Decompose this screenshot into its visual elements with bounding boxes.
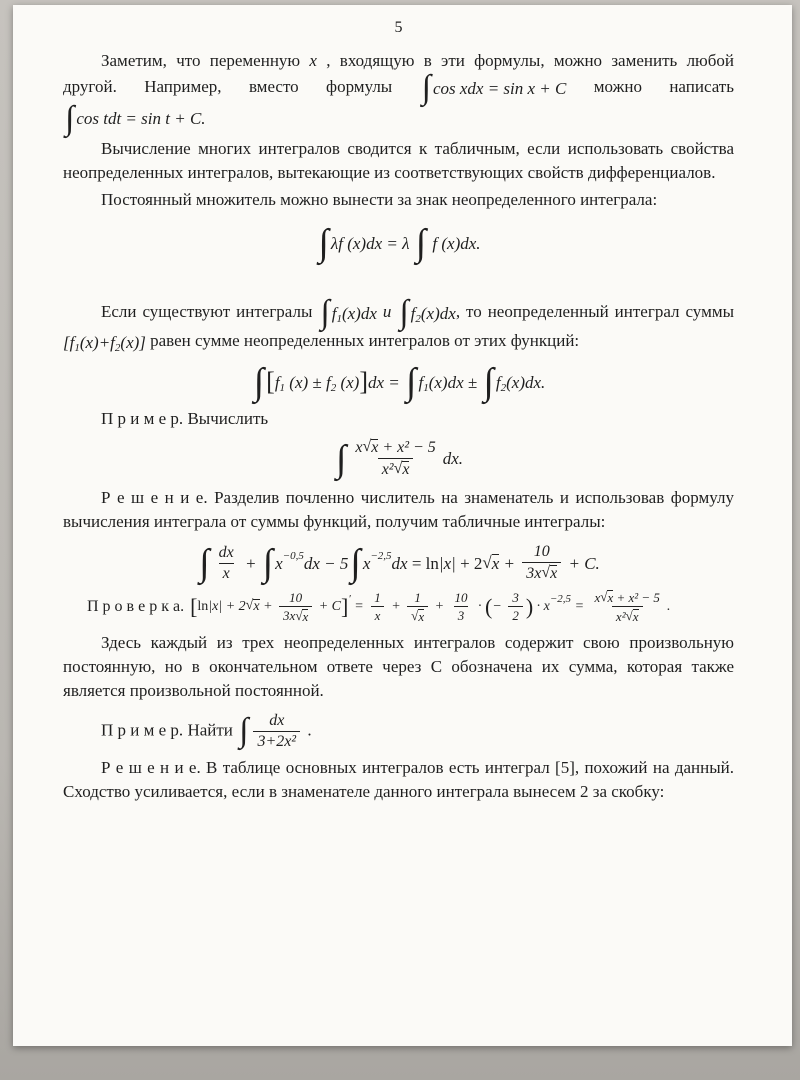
- integral-sign: ∫: [350, 542, 361, 585]
- fraction-numerator: [351, 439, 439, 458]
- radicand: x: [607, 590, 614, 606]
- radicand: x: [491, 554, 500, 574]
- fraction-denominator: 3: [454, 606, 469, 622]
- math-text: x: [362, 553, 371, 573]
- formula-solution1: [63, 542, 734, 585]
- math-superscript: −0,5: [282, 549, 304, 562]
- paragraph-example2-heading: [63, 713, 734, 750]
- math-text: =: [350, 598, 368, 614]
- math-bracket: [: [190, 593, 198, 619]
- sqrt-radical: [295, 609, 308, 623]
- math-text: f: [331, 304, 337, 324]
- integral-sign: ∫: [406, 360, 417, 403]
- math-text: dx =: [368, 372, 405, 392]
- sqrt-radical: [482, 554, 499, 572]
- math-text: x: [355, 438, 363, 456]
- paragraph-example1-heading: [63, 407, 734, 431]
- math-subscript: 1: [336, 313, 342, 326]
- text-run: Если существуют интегралы: [101, 302, 319, 322]
- fraction-numerator: 1: [374, 590, 381, 606]
- paragraph-constant-factor: Постоянный множитель можно вынести за знак неопределенного интеграла:: [101, 190, 658, 210]
- math-text: x²: [381, 460, 394, 478]
- math-text-upright: = ln: [411, 553, 439, 573]
- math-text: |x|: [438, 553, 461, 573]
- math-text: [f: [63, 332, 75, 352]
- fraction-denominator: [378, 458, 414, 478]
- radical-sign: √: [362, 438, 372, 456]
- paragraph-table-reduction: Вычисление многих интегралов сводится к табличным, если использовать свойства неопределенных интегралов, вытекающие из соответствующих свойств дифференциалов.: [63, 139, 734, 183]
- fraction: [370, 591, 385, 622]
- math-text: λf (x)dx = λ: [330, 233, 414, 253]
- radical-sign: √: [295, 607, 303, 623]
- sqrt-radical: [626, 609, 639, 623]
- integral-sign: ∫: [483, 360, 494, 403]
- math-text: x²: [615, 608, 626, 624]
- math-text: x: [275, 553, 283, 573]
- fraction: [215, 545, 238, 582]
- math-text: (x)dx: [420, 304, 456, 324]
- formula-example1: [63, 439, 734, 478]
- sqrt-radical: [541, 565, 557, 582]
- sqrt-radical: [394, 461, 410, 478]
- text-run: , входящую в эти формулы, можно заменить любой другой. Например, вместо формулы: [63, 51, 734, 97]
- math-bracket: ]: [341, 593, 349, 619]
- formula-constant-factor-rule: [63, 222, 734, 265]
- fraction-numerator: 1: [414, 589, 421, 605]
- math-text: cos xdx = sin x + C: [432, 78, 567, 98]
- fraction: [451, 591, 472, 622]
- math-text: · x: [533, 598, 550, 614]
- math-text: (x)dx.: [506, 372, 546, 392]
- math-superscript: −2,5: [549, 593, 572, 606]
- fraction-denominator: 2: [508, 606, 523, 622]
- math-subscript: 1: [279, 381, 286, 394]
- fraction-numerator: dx: [269, 712, 285, 730]
- fraction: [351, 439, 439, 478]
- radicand: x: [253, 599, 260, 615]
- radical-sign: √: [625, 608, 633, 624]
- integral-sign: ∫: [421, 69, 431, 106]
- formula-sum-rule: [63, 360, 734, 403]
- formula-integral-cos-x: [420, 69, 567, 106]
- fraction-denominator: [612, 606, 643, 623]
- math-text: f: [495, 372, 501, 392]
- fraction-denominator: x: [371, 606, 385, 622]
- formula-integral-f1: [318, 294, 377, 332]
- formula-sum-bracket: [63, 332, 146, 354]
- math-text: f (x)dx.: [428, 233, 481, 253]
- math-text: .: [666, 598, 671, 614]
- radical-sign: √: [541, 564, 551, 582]
- integral-sign: ∫: [415, 222, 427, 265]
- math-text: +: [240, 553, 261, 573]
- fraction: [591, 590, 664, 623]
- integral-sign: ∫: [320, 294, 330, 332]
- fraction-denominator: [279, 606, 312, 623]
- radicand: x: [371, 439, 379, 457]
- integral-sign: ∫: [239, 712, 249, 750]
- paragraph-variable-substitution: [63, 49, 734, 137]
- sqrt-radical: [600, 590, 613, 604]
- text-run: .: [303, 720, 312, 740]
- math-text: +: [387, 598, 405, 614]
- math-variable-x: x: [309, 51, 317, 70]
- sqrt-radical: [362, 439, 378, 456]
- math-subscript: 1: [74, 341, 80, 354]
- math-text: + x² − 5: [613, 589, 660, 605]
- paragraph-constant-note: Здесь каждый из трех неопределенных интегралов содержит свою произвольную постоянную, но в окончательном ответе через C обозначена их сумма, которая также является произвольной постоянной.: [63, 633, 734, 701]
- math-subscript: 2: [500, 381, 507, 394]
- math-text: (x)+f: [79, 332, 115, 352]
- text-run: Найти: [183, 720, 238, 740]
- math-text: (x)]: [120, 332, 146, 352]
- math-subscript: 2: [415, 313, 421, 326]
- paragraph-solution1: Р е ш е н и е. Разделив почленно числитель на знаменатель и использовав формулу вычисления интеграла от суммы функций, получим табличные интегралы:: [63, 488, 734, 532]
- math-text-upright: ln: [197, 598, 209, 614]
- integral-sign: ∫: [199, 542, 210, 585]
- fraction-numerator: 10: [533, 543, 550, 561]
- math-text: (x)dx: [341, 304, 377, 324]
- book-page: [13, 5, 792, 1046]
- integral-sign: ∫: [253, 360, 265, 403]
- integral-sign: ∫: [399, 294, 409, 332]
- math-text: ·: [474, 598, 486, 614]
- math-text: −: [492, 598, 506, 614]
- math-subscript: 2: [330, 381, 337, 394]
- radicand: x: [632, 609, 639, 625]
- math-text: f: [410, 304, 416, 324]
- math-bracket: (: [485, 593, 493, 619]
- radical-sign: √: [245, 598, 254, 614]
- text-run: , то неопределенный интеграл суммы: [455, 302, 735, 322]
- math-text: + x² − 5: [378, 438, 436, 456]
- text-run: равен сумме неопределенных интегралов от этих функций:: [145, 330, 580, 350]
- text-run: можно написать: [566, 77, 734, 97]
- sqrt-radical: [411, 609, 424, 623]
- math-text: (x) ± f: [285, 372, 331, 392]
- math-text: (x): [336, 372, 360, 392]
- fraction-numerator: 10: [454, 590, 468, 606]
- text-run-and: и: [376, 302, 398, 322]
- math-text-upright: + 2: [460, 553, 483, 573]
- integral-sign: ∫: [65, 99, 75, 137]
- radicand: x: [418, 608, 425, 624]
- radicand: x: [302, 608, 309, 624]
- math-text: dx − 5: [303, 553, 349, 573]
- math-text: 3x: [526, 564, 542, 582]
- paragraph-sum-rule: [63, 294, 735, 354]
- text-run: Заметим, что переменную: [101, 51, 310, 70]
- math-text: x: [594, 589, 601, 605]
- paragraph-solution2: Р е ш е н и е. В таблице основных интегралов есть интеграл [5], похожий на данный. Сходство усиливается, если в знаменателе данного интеграла вынесем 2 за скобку:: [63, 758, 734, 802]
- math-text: + C.: [564, 553, 600, 573]
- fraction-denominator: [522, 562, 561, 582]
- math-superscript: ′: [348, 593, 351, 606]
- math-text: f: [274, 372, 280, 392]
- math-bracket: ): [525, 593, 534, 619]
- fraction-numerator: [591, 590, 664, 606]
- example-label: П р и м е р.: [101, 409, 184, 429]
- integral-sign: ∫: [318, 222, 329, 265]
- fraction: [407, 591, 428, 623]
- math-bracket: [: [266, 367, 275, 397]
- math-text: |x| + 2: [208, 598, 246, 614]
- integral-sign: ∫: [335, 437, 347, 480]
- formula-integral-f2: [397, 294, 456, 332]
- example-label: П р и м е р.: [101, 720, 184, 740]
- integral-sign: ∫: [262, 542, 274, 585]
- math-bracket: ]: [359, 367, 369, 397]
- fraction-denominator: [407, 606, 428, 623]
- fraction-numerator: 10: [289, 589, 303, 605]
- check-label: П р о в е р к а.: [87, 597, 185, 615]
- fraction-numerator: 3: [512, 590, 519, 606]
- fraction: [522, 544, 561, 582]
- math-text: dx: [391, 553, 412, 573]
- formula-example2: [237, 713, 303, 750]
- math-text: (x)dx ±: [428, 372, 482, 392]
- formula-integral-cos-t: [63, 99, 206, 137]
- sqrt-radical: [246, 599, 260, 614]
- math-subscript: 2: [114, 341, 121, 354]
- fraction: [253, 713, 300, 750]
- fraction: [279, 591, 312, 623]
- check-line: [87, 590, 734, 623]
- radicand: x: [550, 565, 558, 583]
- page-number: 5: [394, 19, 403, 36]
- fraction-numerator: dx: [218, 543, 234, 561]
- math-text: f: [418, 372, 424, 392]
- math-text: +: [431, 598, 448, 614]
- math-superscript: −2,5: [370, 549, 392, 562]
- math-text: =: [571, 598, 588, 614]
- radical-sign: √: [393, 460, 403, 478]
- math-text: cos tdt = sin t + C.: [76, 109, 206, 129]
- fraction-denominator: 3+2x²: [253, 731, 300, 750]
- radical-sign: √: [600, 589, 608, 605]
- math-text: dx.: [442, 449, 464, 469]
- fraction: [508, 591, 523, 622]
- text-run: Вычислить: [183, 409, 269, 429]
- radicand: x: [402, 461, 410, 479]
- math-subscript: 1: [423, 381, 429, 394]
- math-text: +: [499, 553, 520, 573]
- math-text: 3x: [283, 608, 296, 624]
- radical-sign: √: [482, 553, 492, 573]
- math-text: +: [259, 598, 277, 614]
- formula-check: [190, 590, 670, 623]
- math-text: + C: [315, 598, 342, 614]
- radical-sign: √: [411, 607, 419, 623]
- fraction-denominator: x: [219, 563, 234, 582]
